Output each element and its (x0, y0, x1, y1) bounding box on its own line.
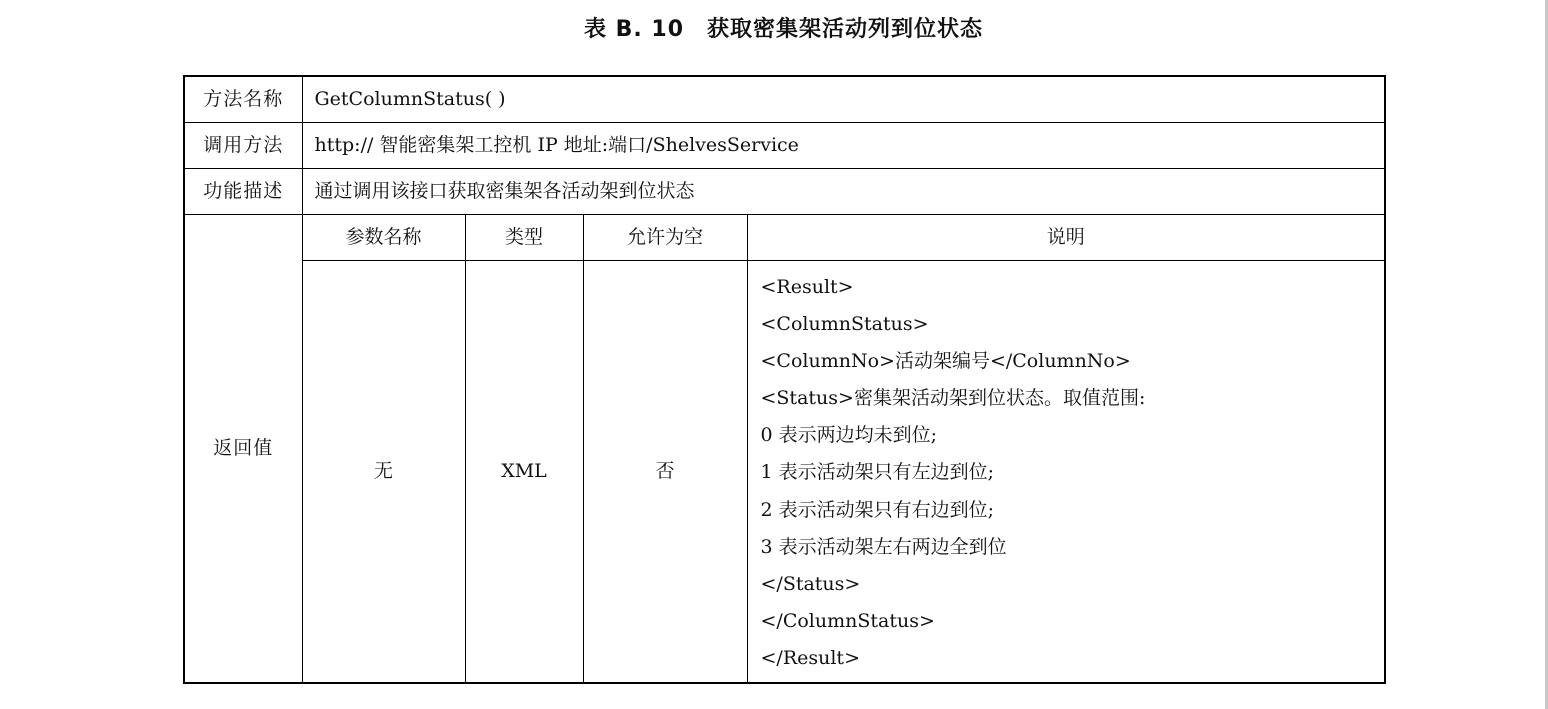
desc-line: </Result> (760, 647, 860, 670)
row-method-name (184, 76, 1385, 122)
header-type: 类型 (465, 214, 583, 260)
api-spec-table (183, 75, 1386, 684)
desc-line: 0 表示两边均未到位; (760, 424, 938, 447)
desc-line: 1 表示活动架只有左边到位; (760, 461, 995, 484)
desc-line: <ColumnStatus> (760, 312, 929, 335)
return-value-label: 返回值 (184, 214, 302, 683)
desc-line: <ColumnNo>活动架编号</ColumnNo> (760, 349, 1131, 372)
call-method-value: http:// 智能密集架工控机 IP 地址:端口/ShelvesService (302, 122, 1385, 168)
header-nullable: 允许为空 (583, 214, 747, 260)
method-name-value: GetColumnStatus( ) (302, 76, 1385, 122)
desc-line: 2 表示活动架只有右边到位; (760, 498, 995, 521)
description-cell (747, 260, 1385, 683)
type-value: XML (465, 260, 583, 683)
row-function-desc (184, 168, 1385, 214)
table-caption: 表 B. 10 获取密集架活动列到位状态 (583, 17, 984, 42)
function-desc-value: 通过调用该接口获取密集架各活动架到位状态 (302, 168, 1385, 214)
function-desc-label: 功能描述 (184, 168, 302, 214)
param-name-value: 无 (302, 260, 465, 683)
nullable-value: 否 (583, 260, 747, 683)
method-name-label: 方法名称 (184, 76, 302, 122)
desc-line: <Result> (760, 275, 854, 298)
row-return-header (184, 214, 1385, 260)
desc-line: </ColumnStatus> (760, 610, 935, 633)
desc-line: <Status>密集架活动架到位状态。取值范围: (760, 387, 1146, 410)
desc-line: </Status> (760, 573, 861, 595)
header-param-name: 参数名称 (302, 214, 465, 260)
call-method-label: 调用方法 (184, 122, 302, 168)
row-return-data (184, 260, 1385, 683)
row-call-method (184, 122, 1385, 168)
header-description: 说明 (747, 214, 1385, 260)
desc-line: 3 表示活动架左右两边全到位 (760, 535, 1007, 558)
